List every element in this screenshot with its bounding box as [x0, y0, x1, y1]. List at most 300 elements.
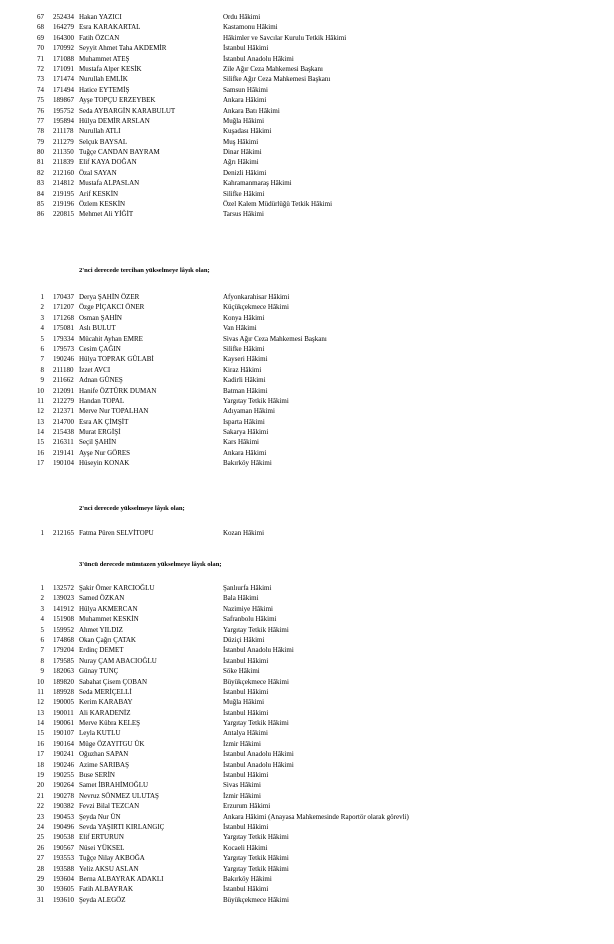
person-name: Azime SARIBAŞ — [79, 760, 129, 769]
list-item — [0, 437, 614, 447]
list-item — [0, 189, 614, 199]
list-item — [0, 864, 614, 874]
entry-number: 86 — [37, 210, 44, 219]
registry-number: 190164 — [53, 739, 74, 748]
position-title: Muğla Hâkimi — [223, 698, 265, 707]
position-title: Ankara Hâkimi — [223, 448, 267, 457]
entry-number: 12 — [37, 407, 44, 416]
entry-list — [0, 12, 614, 220]
person-name: Hülya AKMERCAN — [79, 604, 138, 613]
registry-number: 212160 — [53, 168, 74, 177]
registry-number: 193588 — [53, 864, 74, 873]
list-item — [0, 656, 614, 666]
registry-number: 190538 — [53, 833, 74, 842]
person-name: Tuğçe CANDAN BAYRAM — [79, 148, 160, 157]
entry-number: 24 — [37, 822, 44, 831]
position-title: Batman Hâkimi — [223, 386, 268, 395]
person-name: Seçil ŞAHİN — [79, 438, 117, 447]
entry-number: 75 — [37, 96, 44, 105]
person-name: Hakan YAZICI — [79, 13, 122, 21]
list-item — [0, 313, 614, 323]
entry-number: 83 — [37, 179, 44, 188]
position-title: Bala Hâkimi — [223, 594, 259, 603]
section-heading-2nd-degree-preferential: 2'nci derecede tercihan yükselmeye lâyık olan; — [79, 267, 210, 274]
person-name: Derya ŞAHİN ÖZER — [79, 293, 140, 301]
person-name: Selçuk BAYSAL — [79, 137, 128, 146]
entry-number: 70 — [37, 44, 44, 53]
position-title: Ankara Hâkimi — [223, 96, 267, 105]
registry-number: 212279 — [53, 396, 74, 405]
list-item — [0, 334, 614, 344]
list-item — [0, 302, 614, 312]
registry-number: 214700 — [53, 417, 74, 426]
list-item — [0, 33, 614, 43]
person-name: Merve Kübra KELEŞ — [79, 719, 141, 728]
person-name: Cesim ÇAĞIN — [79, 344, 121, 353]
registry-number: 174868 — [53, 635, 74, 644]
entry-number: 10 — [37, 677, 44, 686]
list-section-2nd-degree-preferential — [0, 292, 614, 469]
registry-number: 190246 — [53, 760, 74, 769]
position-title: Dinar Hâkimi — [223, 148, 262, 157]
list-item — [0, 528, 614, 538]
entry-number: 4 — [40, 615, 44, 624]
person-name: Muhammet KESKİN — [79, 615, 139, 624]
person-name: Muhammet ATEŞ — [79, 54, 130, 63]
list-item — [0, 323, 614, 333]
person-name: Leyla KUTLU — [79, 729, 121, 738]
person-name: Handan TOPAL — [79, 396, 125, 405]
list-item — [0, 365, 614, 375]
entry-number: 8 — [40, 656, 44, 665]
list-item — [0, 95, 614, 105]
position-title: Sakarya Hâkimi — [223, 428, 269, 437]
person-name: Arif KESKİN — [79, 189, 119, 198]
entry-number: 10 — [37, 386, 44, 395]
position-title: Kocaeli Hâkimi — [223, 843, 268, 852]
entry-number: 80 — [37, 148, 44, 157]
person-name: Buse SERİN — [79, 771, 115, 780]
list-item — [0, 895, 614, 905]
entry-list — [0, 583, 614, 905]
position-title: İstanbul Hâkimi — [223, 656, 269, 665]
list-item — [0, 645, 614, 655]
person-name: Yeliz AKSU ASLAN — [79, 864, 139, 873]
list-item — [0, 583, 614, 593]
registry-number: 215438 — [53, 428, 74, 437]
person-name: Şeyda ALEGÖZ — [79, 895, 126, 904]
person-name: Nuray ÇAM ABACIOĞLU — [79, 656, 157, 665]
person-name: Ayşe TOPÇU ERZEYBEK — [79, 96, 156, 105]
list-item — [0, 147, 614, 157]
person-name: Ali KARADENİZ — [79, 708, 131, 717]
list-item — [0, 614, 614, 624]
list-item — [0, 178, 614, 188]
person-name: Fatih ALBAYRAK — [79, 885, 134, 894]
person-name: İzzet AVCI — [79, 365, 111, 374]
registry-number: 151908 — [53, 615, 74, 624]
entry-number: 1 — [40, 529, 44, 537]
list-item — [0, 874, 614, 884]
person-name: Adnan GÜNEŞ — [79, 376, 123, 385]
list-item — [0, 22, 614, 32]
list-item — [0, 687, 614, 697]
entry-number: 13 — [37, 708, 44, 717]
registry-number: 219196 — [53, 200, 74, 209]
entry-number: 15 — [37, 438, 44, 447]
registry-number: 211178 — [53, 127, 74, 136]
registry-number: 193553 — [53, 854, 74, 863]
registry-number: 189928 — [53, 687, 74, 696]
list-item — [0, 64, 614, 74]
registry-number: 220815 — [53, 210, 74, 219]
position-title: Büyükçekmece Hâkimi — [223, 677, 289, 686]
person-name: Sabahat Çisem ÇOBAN — [79, 677, 148, 686]
list-item — [0, 54, 614, 64]
position-title: Yargıtay Tetkik Hâkimi — [223, 864, 289, 873]
registry-number: 175081 — [53, 324, 74, 333]
position-title: Samsun Hâkimi — [223, 85, 268, 94]
registry-number: 132572 — [53, 584, 74, 592]
position-title: Afyonkarahisar Hâkimi — [223, 293, 290, 301]
registry-number: 179334 — [53, 334, 74, 343]
list-item — [0, 292, 614, 302]
registry-number: 193610 — [53, 895, 74, 904]
registry-number: 189867 — [53, 96, 74, 105]
position-title: Bakırköy Hâkimi — [223, 459, 272, 468]
entry-number: 7 — [40, 355, 44, 364]
registry-number: 190104 — [53, 459, 74, 468]
entry-number: 16 — [37, 448, 44, 457]
list-item — [0, 832, 614, 842]
position-title: Yargıtay Tetkik Hâkimi — [223, 396, 289, 405]
entry-number: 18 — [37, 760, 44, 769]
entry-number: 16 — [37, 739, 44, 748]
person-name: Erdinç DEMET — [79, 646, 124, 655]
list-item — [0, 801, 614, 811]
position-title: Ağrı Hâkimi — [223, 158, 259, 167]
position-title: Konya Hâkimi — [223, 313, 265, 322]
person-name: Nurullah EMLİK — [79, 75, 128, 84]
list-item — [0, 396, 614, 406]
person-name: Özlem KESKİN — [79, 200, 126, 209]
registry-number: 195752 — [53, 106, 74, 115]
entry-number: 25 — [37, 833, 44, 842]
position-title: Ankara Batı Hâkimi — [223, 106, 280, 115]
position-title: Muğla Hâkimi — [223, 116, 265, 125]
entry-number: 6 — [40, 344, 44, 353]
person-name: Ayşe Nur GÖRES — [79, 448, 131, 457]
entry-number: 31 — [37, 895, 44, 904]
registry-number: 214812 — [53, 179, 74, 188]
registry-number: 212165 — [53, 529, 74, 537]
person-name: Kerim KARABAY — [79, 698, 133, 707]
list-item — [0, 739, 614, 749]
registry-number: 170437 — [53, 293, 74, 301]
list-item — [0, 812, 614, 822]
list-item — [0, 791, 614, 801]
registry-number: 159952 — [53, 625, 74, 634]
entry-number: 5 — [40, 625, 44, 634]
position-title: Yargıtay Tetkik Hâkimi — [223, 719, 289, 728]
registry-number: 193605 — [53, 885, 74, 894]
list-item — [0, 74, 614, 84]
list-item — [0, 770, 614, 780]
entry-number: 78 — [37, 127, 44, 136]
list-item — [0, 386, 614, 396]
list-item — [0, 448, 614, 458]
registry-number: 164279 — [53, 23, 74, 32]
list-item — [0, 843, 614, 853]
list-item — [0, 157, 614, 167]
position-title: Şanlıurfa Hâkimi — [223, 584, 272, 592]
position-title: Silifke Hâkimi — [223, 344, 265, 353]
person-name: Nurullah ATLI — [79, 127, 121, 136]
person-name: Nüsei YÜKSEL — [79, 843, 125, 852]
entry-number: 2 — [40, 303, 44, 312]
entry-list — [0, 292, 614, 469]
entry-number: 74 — [37, 85, 44, 94]
list-item — [0, 780, 614, 790]
person-name: Ahmet YILDIZ — [79, 625, 123, 634]
person-name: Hatice EYTEMİŞ — [79, 85, 130, 94]
list-item — [0, 760, 614, 770]
registry-number: 190005 — [53, 698, 74, 707]
person-name: Müge ÖZAYITGU ÜK — [79, 739, 145, 748]
person-name: Oğuzhan SAPAN — [79, 750, 129, 759]
entry-number: 11 — [37, 687, 44, 696]
person-name: Hülya DEMİR ARSLAN — [79, 116, 150, 125]
position-title: Kahramanmaraş Hâkimi — [223, 179, 292, 188]
entry-number: 14 — [37, 719, 44, 728]
list-item — [0, 718, 614, 728]
person-name: Seda AYBARGİN KARABULUT — [79, 106, 176, 115]
person-name: Murat ERGİŞİ — [79, 428, 121, 437]
registry-number: 171494 — [53, 85, 74, 94]
entry-number: 27 — [37, 854, 44, 863]
entry-number: 19 — [37, 771, 44, 780]
registry-number: 171268 — [53, 313, 74, 322]
list-item — [0, 427, 614, 437]
position-title: İstanbul Anadolu Hâkimi — [223, 750, 294, 759]
registry-number: 252434 — [53, 13, 74, 21]
position-title: Kuşadası Hâkimi — [223, 127, 272, 136]
list-item — [0, 406, 614, 416]
list-item — [0, 708, 614, 718]
person-name: Sevda YAŞIRTI KIRLANGIÇ — [79, 822, 165, 831]
list-item — [0, 209, 614, 219]
registry-number: 211662 — [53, 376, 74, 385]
entry-number: 20 — [37, 781, 44, 790]
registry-number: 171091 — [53, 64, 74, 73]
position-title: Zile Ağır Ceza Mahkemesi Başkanı — [223, 64, 323, 73]
person-name: Seda MERİÇELLİ — [79, 687, 132, 696]
entry-number: 71 — [37, 54, 44, 63]
registry-number: 211279 — [53, 137, 74, 146]
entry-number: 79 — [37, 137, 44, 146]
position-title: Van Hâkimi — [223, 324, 257, 333]
entry-number: 11 — [37, 396, 44, 405]
list-item — [0, 635, 614, 645]
entry-number: 21 — [37, 791, 44, 800]
entry-number: 9 — [40, 376, 44, 385]
position-title: Ordu Hâkimi — [223, 13, 261, 21]
entry-number: 26 — [37, 843, 44, 852]
registry-number: 171474 — [53, 75, 74, 84]
person-name: Osman ŞAHİN — [79, 313, 122, 322]
position-title: Düziçi Hâkimi — [223, 635, 265, 644]
registry-number: 216311 — [53, 438, 74, 447]
position-title: Yargıtay Tetkik Hâkimi — [223, 854, 289, 863]
list-item — [0, 884, 614, 894]
list-section-2nd-degree — [0, 528, 614, 538]
list-section-3rd-degree-distinguished — [0, 583, 614, 905]
entry-number: 85 — [37, 200, 44, 209]
position-title: Yargıtay Tetkik Hâkimi — [223, 625, 289, 634]
person-name: Fatih ÖZCAN — [79, 33, 120, 42]
list-item — [0, 604, 614, 614]
position-title: Muş Hâkimi — [223, 137, 259, 146]
position-title: İstanbul Anadolu Hâkimi — [223, 760, 294, 769]
position-title: İstanbul Hâkimi — [223, 687, 269, 696]
entry-number: 3 — [40, 604, 44, 613]
list-item — [0, 354, 614, 364]
entry-number: 22 — [37, 802, 44, 811]
entry-number: 73 — [37, 75, 44, 84]
position-title: Silifke Hâkimi — [223, 189, 265, 198]
person-name: Aslı BULUT — [79, 324, 116, 333]
registry-number: 190011 — [53, 708, 74, 717]
list-item — [0, 728, 614, 738]
list-item — [0, 344, 614, 354]
entry-number: 17 — [37, 459, 44, 468]
list-item — [0, 106, 614, 116]
position-title: İstanbul Anadolu Hâkimi — [223, 54, 294, 63]
position-title: Isparta Hâkimi — [223, 417, 265, 426]
person-name: Elif ERTURUN — [79, 833, 124, 842]
registry-number: 193604 — [53, 874, 74, 883]
registry-number: 179573 — [53, 344, 74, 353]
registry-number: 182063 — [53, 667, 74, 676]
entry-number: 8 — [40, 365, 44, 374]
person-name: Hanife ÖZTÜRK DUMAN — [79, 386, 157, 395]
person-name: Mehmet Ali YİĞİT — [79, 210, 134, 219]
registry-number: 219195 — [53, 189, 74, 198]
registry-number: 195894 — [53, 116, 74, 125]
registry-number: 212371 — [53, 407, 74, 416]
registry-number: 190496 — [53, 822, 74, 831]
person-name: Elif KAYA DOĞAN — [79, 158, 137, 167]
person-name: Hüseyin KONAK — [79, 459, 130, 468]
position-title: Kastamonu Hâkimi — [223, 23, 278, 32]
position-title: İstanbul Hâkimi — [223, 708, 269, 717]
list-item — [0, 126, 614, 136]
list-item — [0, 85, 614, 95]
person-name: Esra AK ÇİMŞİT — [79, 417, 129, 426]
entry-number: 1 — [40, 584, 44, 592]
position-title: Kars Hâkimi — [223, 438, 259, 447]
registry-number: 190264 — [53, 781, 74, 790]
registry-number: 190246 — [53, 355, 74, 364]
entry-number: 81 — [37, 158, 44, 167]
position-title: Denizli Hâkimi — [223, 168, 267, 177]
registry-number: 141912 — [53, 604, 74, 613]
entry-number: 5 — [40, 334, 44, 343]
position-title: İzmir Hâkimi — [223, 739, 261, 748]
entry-number: 84 — [37, 189, 44, 198]
registry-number: 171088 — [53, 54, 74, 63]
registry-number: 171207 — [53, 303, 74, 312]
registry-number: 190241 — [53, 750, 74, 759]
list-item — [0, 116, 614, 126]
entry-number: 68 — [37, 23, 44, 32]
person-name: Okan Çağrı ÇATAK — [79, 635, 136, 644]
position-title: Sivas Ağır Ceza Mahkemesi Başkanı — [223, 334, 327, 343]
position-title: Kiraz Hâkimi — [223, 365, 262, 374]
position-title: Bakırköy Hâkimi — [223, 874, 272, 883]
person-name: Merve Nur TOPALHAN — [79, 407, 149, 416]
list-item — [0, 199, 614, 209]
position-title: Tarsus Hâkimi — [223, 210, 264, 219]
registry-number: 190382 — [53, 802, 74, 811]
person-name: Tuğçe Nilay AKBOĞA — [79, 854, 145, 863]
position-title: Antalya Hâkimi — [223, 729, 268, 738]
position-title: İstanbul Hâkimi — [223, 44, 269, 53]
entry-number: 29 — [37, 874, 44, 883]
position-title: Kadirli Hâkimi — [223, 376, 266, 385]
entry-number: 76 — [37, 106, 44, 115]
section-heading-2nd-degree: 2'nci derecede yükselmeye lâyık olan; — [79, 505, 185, 512]
person-name: Mustafa Alper KESİK — [79, 64, 142, 73]
list-item — [0, 749, 614, 759]
registry-number: 212091 — [53, 386, 74, 395]
entry-number: 30 — [37, 885, 44, 894]
person-name: Fevzi Bilal TEZCAN — [79, 802, 140, 811]
entry-number: 15 — [37, 729, 44, 738]
registry-number: 190453 — [53, 812, 74, 821]
person-name: Nevruz SÖNMEZ ULUTAŞ — [79, 791, 159, 800]
registry-number: 211180 — [53, 365, 74, 374]
section-heading-3rd-degree-distinguished: 3'üncü derecede mümtazen yükselmeye lâyık olan; — [79, 561, 222, 568]
position-title: Adıyaman Hâkimi — [223, 407, 275, 416]
position-title: İstanbul Hâkimi — [223, 822, 269, 831]
list-item — [0, 417, 614, 427]
position-title: Ankara Hâkimi (Anayasa Mahkemesinde Raportör olarak görevli) — [223, 812, 409, 821]
registry-number: 219141 — [53, 448, 74, 457]
list-item — [0, 43, 614, 53]
list-item — [0, 697, 614, 707]
position-title: Kozan Hâkimi — [223, 529, 265, 537]
position-title: Büyükçekmece Hâkimi — [223, 895, 289, 904]
entry-number: 9 — [40, 667, 44, 676]
list-item — [0, 137, 614, 147]
registry-number: 190567 — [53, 843, 74, 852]
position-title: Yargıtay Tetkik Hâkimi — [223, 833, 289, 842]
person-name: Şeyda Nur ÜN — [79, 812, 121, 821]
entry-number: 67 — [37, 13, 44, 21]
person-name: Berna ALBAYRAK ADAKLI — [79, 874, 164, 883]
person-name: Esra KARAKARTAL — [79, 23, 141, 32]
person-name: Samet İBRAHİMOĞLU — [79, 781, 149, 790]
registry-number: 139023 — [53, 594, 74, 603]
entry-number: 82 — [37, 168, 44, 177]
list-item — [0, 375, 614, 385]
entry-number: 28 — [37, 864, 44, 873]
registry-number: 211350 — [53, 148, 74, 157]
position-title: Erzurum Hâkimi — [223, 802, 271, 811]
position-title: Safranbolu Hâkimi — [223, 615, 277, 624]
registry-number: 179585 — [53, 656, 74, 665]
